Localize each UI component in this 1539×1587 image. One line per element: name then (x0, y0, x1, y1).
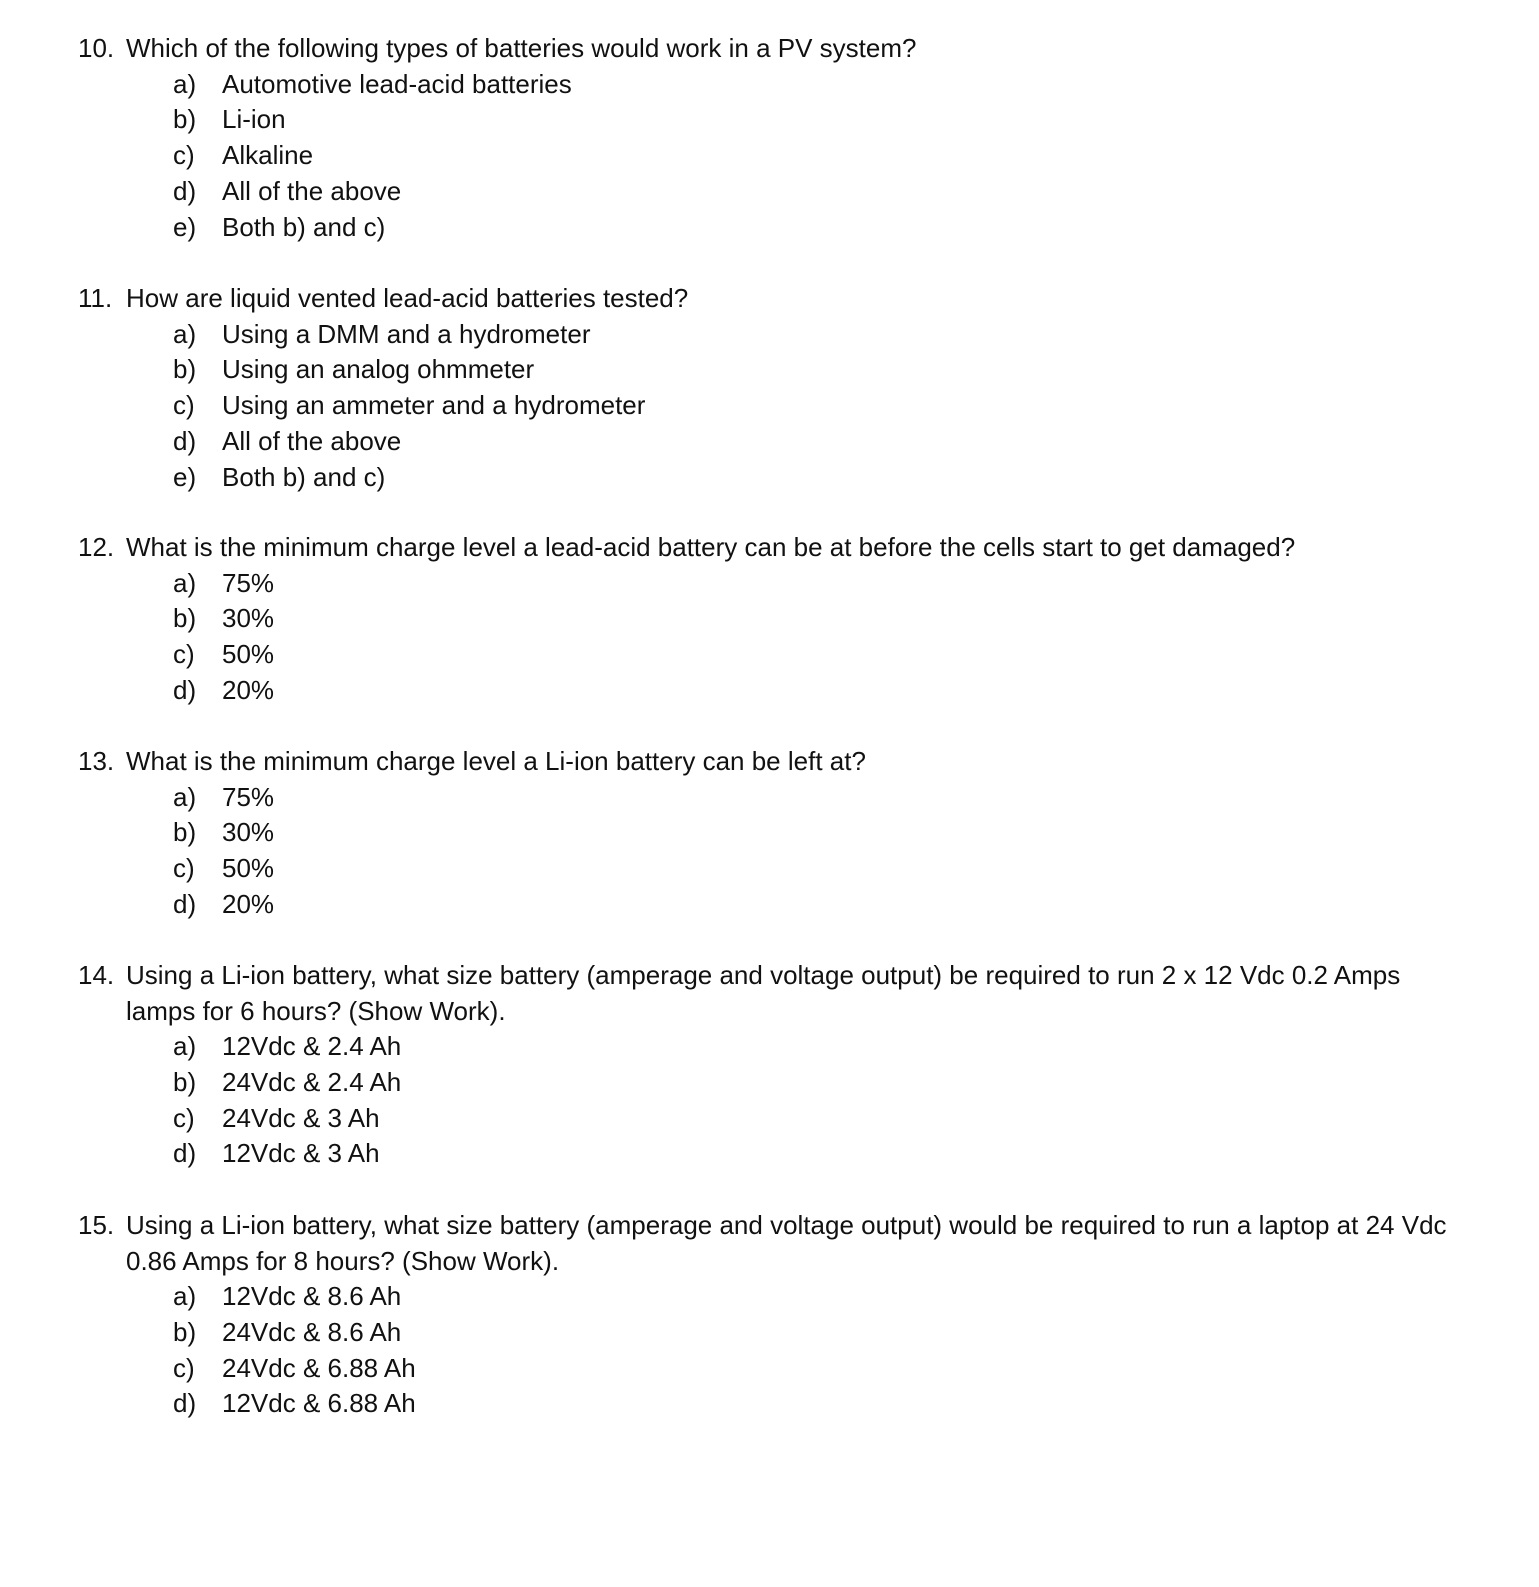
option-c (78, 1351, 1478, 1387)
option-letter: c) (173, 1352, 195, 1383)
option-text: 12Vdc & 2.4 Ah (222, 1031, 402, 1061)
option-d (78, 174, 1478, 210)
option-text: 24Vdc & 6.88 Ah (222, 1352, 416, 1383)
option-b (78, 1315, 1478, 1351)
option-a (78, 67, 1478, 103)
option-text: 24Vdc & 3 Ah (222, 1102, 380, 1133)
option-b (78, 601, 1478, 637)
question-11 (78, 281, 1478, 495)
option-e (78, 460, 1478, 496)
option-letter: d) (173, 175, 197, 206)
question-number: 11. (78, 283, 113, 313)
option-text: 24Vdc & 2.4 Ah (222, 1066, 402, 1097)
question-text: What is the minimum charge level a lead-acid battery can be at before the cells start to get damaged? (126, 532, 1296, 562)
question-stem (78, 1208, 1478, 1279)
question-stem (78, 281, 1478, 317)
option-letter: c) (173, 390, 195, 421)
option-c (78, 851, 1478, 887)
option-letter: a) (173, 318, 197, 349)
option-letter: b) (173, 1316, 197, 1347)
question-text: What is the minimum charge level a Li-ion battery can be left at? (126, 746, 866, 776)
option-list (78, 566, 1478, 709)
option-c (78, 637, 1478, 673)
option-text: 50% (222, 639, 275, 670)
question-stem (78, 31, 1478, 67)
option-letter: b) (173, 104, 197, 135)
option-letter: e) (173, 461, 197, 492)
question-text: Which of the following types of batteries would work in a PV system? (126, 33, 917, 63)
option-letter: d) (173, 1138, 197, 1169)
question-stem (78, 744, 1478, 780)
option-letter: a) (173, 1281, 197, 1311)
question-stem (78, 958, 1478, 1029)
option-letter: b) (173, 1066, 197, 1097)
option-b (78, 815, 1478, 851)
option-text: 12Vdc & 6.88 Ah (222, 1388, 416, 1419)
question-text: Using a Li-ion battery, what size battery (amperage and voltage output) be required to run 2 x 12 Vdc 0.2 Amps lamps for 6 hours? (Show Work). (126, 960, 1401, 1026)
question-14 (78, 958, 1478, 1172)
option-text: Both b) and c) (222, 461, 386, 492)
option-letter: a) (173, 1031, 197, 1061)
question-stem (78, 530, 1478, 566)
option-b (78, 1065, 1478, 1101)
option-text: Alkaline (222, 140, 314, 171)
option-text: 75% (222, 781, 275, 812)
question-text: Using a Li-ion battery, what size battery (amperage and voltage output) would be required to run a laptop at 24 Vdc 0.86 Amps for 8 hours? (Show Work). (126, 1210, 1447, 1276)
option-c (78, 1101, 1478, 1137)
option-text: Li-ion (222, 104, 286, 135)
option-text: 20% (222, 674, 275, 705)
question-number: 14. (78, 960, 115, 990)
option-text: All of the above (222, 425, 402, 456)
option-a (78, 317, 1478, 353)
option-list (78, 67, 1478, 246)
option-letter: a) (173, 68, 197, 99)
option-list (78, 780, 1478, 923)
option-a (78, 1029, 1478, 1065)
question-number: 10. (78, 33, 115, 63)
option-d (78, 1386, 1478, 1422)
option-letter: b) (173, 817, 197, 848)
option-letter: c) (173, 1102, 195, 1133)
question-15 (78, 1208, 1478, 1422)
option-letter: a) (173, 567, 197, 598)
option-d (78, 1136, 1478, 1172)
option-text: Automotive lead-acid batteries (222, 68, 572, 99)
option-a (78, 1279, 1478, 1315)
question-number: 15. (78, 1210, 115, 1240)
option-letter: d) (173, 1388, 197, 1419)
option-list (78, 1029, 1478, 1172)
option-text: Using an ammeter and a hydrometer (222, 390, 646, 421)
option-a (78, 780, 1478, 816)
option-a (78, 566, 1478, 602)
option-letter: e) (173, 211, 197, 242)
question-12 (78, 530, 1478, 709)
option-c (78, 138, 1478, 174)
option-b (78, 352, 1478, 388)
option-letter: d) (173, 888, 197, 919)
option-text: Both b) and c) (222, 211, 386, 242)
option-letter: d) (173, 425, 197, 456)
option-text: 12Vdc & 3 Ah (222, 1138, 380, 1169)
option-letter: c) (173, 639, 195, 670)
option-text: 50% (222, 853, 275, 884)
option-d (78, 887, 1478, 923)
option-c (78, 388, 1478, 424)
question-10 (78, 31, 1478, 245)
question-number: 12. (78, 532, 115, 562)
question-13 (78, 744, 1478, 923)
option-e (78, 210, 1478, 246)
option-list (78, 1279, 1478, 1422)
option-text: All of the above (222, 175, 402, 206)
question-text: How are liquid vented lead-acid batteries tested? (126, 283, 689, 313)
question-number: 13. (78, 746, 115, 776)
option-letter: a) (173, 781, 197, 812)
option-letter: c) (173, 140, 195, 171)
option-d (78, 424, 1478, 460)
option-list (78, 317, 1478, 496)
option-text: 24Vdc & 8.6 Ah (222, 1316, 402, 1347)
option-text: 12Vdc & 8.6 Ah (222, 1281, 402, 1311)
option-text: 30% (222, 603, 275, 634)
option-letter: b) (173, 354, 197, 385)
option-text: Using an analog ohmmeter (222, 354, 535, 385)
option-b (78, 102, 1478, 138)
option-text: Using a DMM and a hydrometer (222, 318, 591, 349)
option-letter: b) (173, 603, 197, 634)
option-text: 20% (222, 888, 275, 919)
option-letter: c) (173, 853, 195, 884)
option-text: 75% (222, 567, 275, 598)
option-letter: d) (173, 674, 197, 705)
option-d (78, 673, 1478, 709)
option-text: 30% (222, 817, 275, 848)
